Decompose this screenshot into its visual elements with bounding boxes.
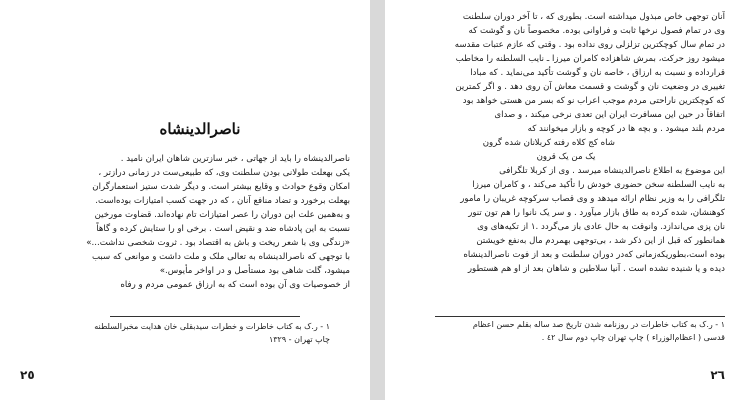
text-line: نسبت به این پادشاه ضد و نقیض است . برخی او را ستایش کرده و گاهاً [96,224,350,234]
footnote-divider [435,316,725,317]
text-line: یکی بهعلت طولانی بودن سلطنت وی، که طبیعی‌ست در زمانی درازتر ، [98,168,350,178]
text-line: امکان وقوع حوادث و وقایع بیشتر است. و دیگر شدت ستیز استعمارگران [92,182,350,192]
left-paragraph [34,152,350,292]
text-line: که کوچکترین ناراحتی مردم موجب اعراب نو که بسر من هستی خواهد بود [462,96,725,106]
couplet-second-hemistich: نان شده گرون [482,138,535,148]
footnote-line: چاپ تهران - ١٣٢٩ [268,335,330,344]
book-gutter [370,0,385,400]
footnote-line: ١ - ر.ک به کتاب خاطرات در روزنامه شدن تاریخ صد ساله بقلم حسن اعظام [472,320,725,329]
text-line: در تمام سال کوچکترین تزلزلی روی نداده بود . وقتی که عازم عتبات مقدسه [454,40,725,50]
text-line: این موضوع به اطلاع ناصرالدینشاه میرسد . وی از کربلا تلگرافی [499,166,725,176]
page-number: ٢٥ [20,368,35,382]
footnote-line: قدسی ( اعظام‌الوزراء ) چاپ تهران چاپ دوم سال ٤٢ . [541,333,725,342]
text-line: دیده و یا شنیده نشده است . آنیا سلاطین و شاهان بعد از او هم هستطور [467,264,725,274]
text-line: به نایب السلطنه سخن حضوری خودش را تأکید می‌کند ، و کامران میرزا [472,180,725,190]
chapter-title: ناصرالدینشاه [159,120,241,138]
text-line: و به‌همین علت این دوران را عصر امتیازات تام نهاده‌اند. قضاوت مورخین [94,210,350,220]
right-footnote [409,318,725,344]
page-number: ٢٦ [710,368,725,382]
couplet-refrain: یک من یک قرون [536,152,596,162]
text-line: نان پزی می‌اندازد. وانوقت به حال عادی باز می‌گردد .١ از تکیه‌های وی [477,222,725,232]
text-line: کوهنشان، شده کرده به طاق بازار میآورد . و سر یک نانوا را هم تون تنور [468,208,725,218]
left-footnote [90,320,330,346]
couplet-first-hemistich: شاه کج کلاه رفته کربلا [534,138,615,148]
footnote-line: ١ - ر.ک به کتاب خاطرات و خطرات سیدبقلی خان هدایت مخبرالسلطنه [94,322,330,331]
text-line: آنان توجهی خاص مبذول میداشته است. بطوری که ، تا آخر دوران سلطنت [462,12,725,22]
text-line: بوده است،بطوریکه‌زمانی که‌در دوران سلطنت و بعد از فوت ناصرالدینشاه [463,250,725,260]
text-line: همانطور که قبل از این ذکر شد ، بی‌توجهی بهمردم مال به‌نفع خویشتن [476,236,725,246]
text-line: بهعلت برخورد و تضاد منافع آنان ، که در جهت کسب امتیازات بوده‌است. [95,196,350,206]
text-line: وی در تمام فصول نرخها ثابت و فراوانی بوده. مخصوصاً نان و گوشت که [468,26,725,36]
text-line: میشود، گلت شاهی بود مستأصل و در اواخر مأیوس.» [159,266,350,276]
text-line: میشود روز حرکت، بمرش شاهزاده کامران میرزا ـ نایب السلطنه را مخاطب [455,54,725,64]
right-page [385,0,755,400]
right-paragraph [407,10,725,276]
text-line: تلگرافی را به وزیر نظام ارائه میدهد و وی قصاب سرکوچه غریبان را مامور [460,194,725,204]
text-line: «زندگی وی با شعر ریخت و باش به اقتصاد بود . ثروت شخصی نداشت...» [86,238,350,248]
text-line: با توجهی که ناصرالدینشاه به تعالی ملک و ملت داشت و موانعی که سبب [91,252,350,262]
left-page [0,0,370,400]
text-line: از خصوصیات وی آن بوده است که به ارزاق عمومی مردم و رفاه [120,280,350,290]
text-line: مردم بلند میشود . و بچه ها در کوچه و بازار میخوانند که [527,124,725,134]
text-line: قرارداده و نسبت به ارزاق ، خاصه نان و گوشت تأکید می‌نماید . که مبادا [470,68,725,78]
poem-couplet [407,136,725,150]
footnote-divider [110,316,300,317]
text-line: اتفاقاً در حین این مسافرت ایران این تعدی نرخی میکند ، و صدای [494,110,725,120]
text-line: ناصرالدینشاه را باید از جهاتی ، خبر سازترین شاهان ایران نامید . [120,154,350,164]
text-line: تغییری در وضعیت نان و گوشت و قسمت معاش آن روی دهد . و اگر کمترین [455,82,725,92]
